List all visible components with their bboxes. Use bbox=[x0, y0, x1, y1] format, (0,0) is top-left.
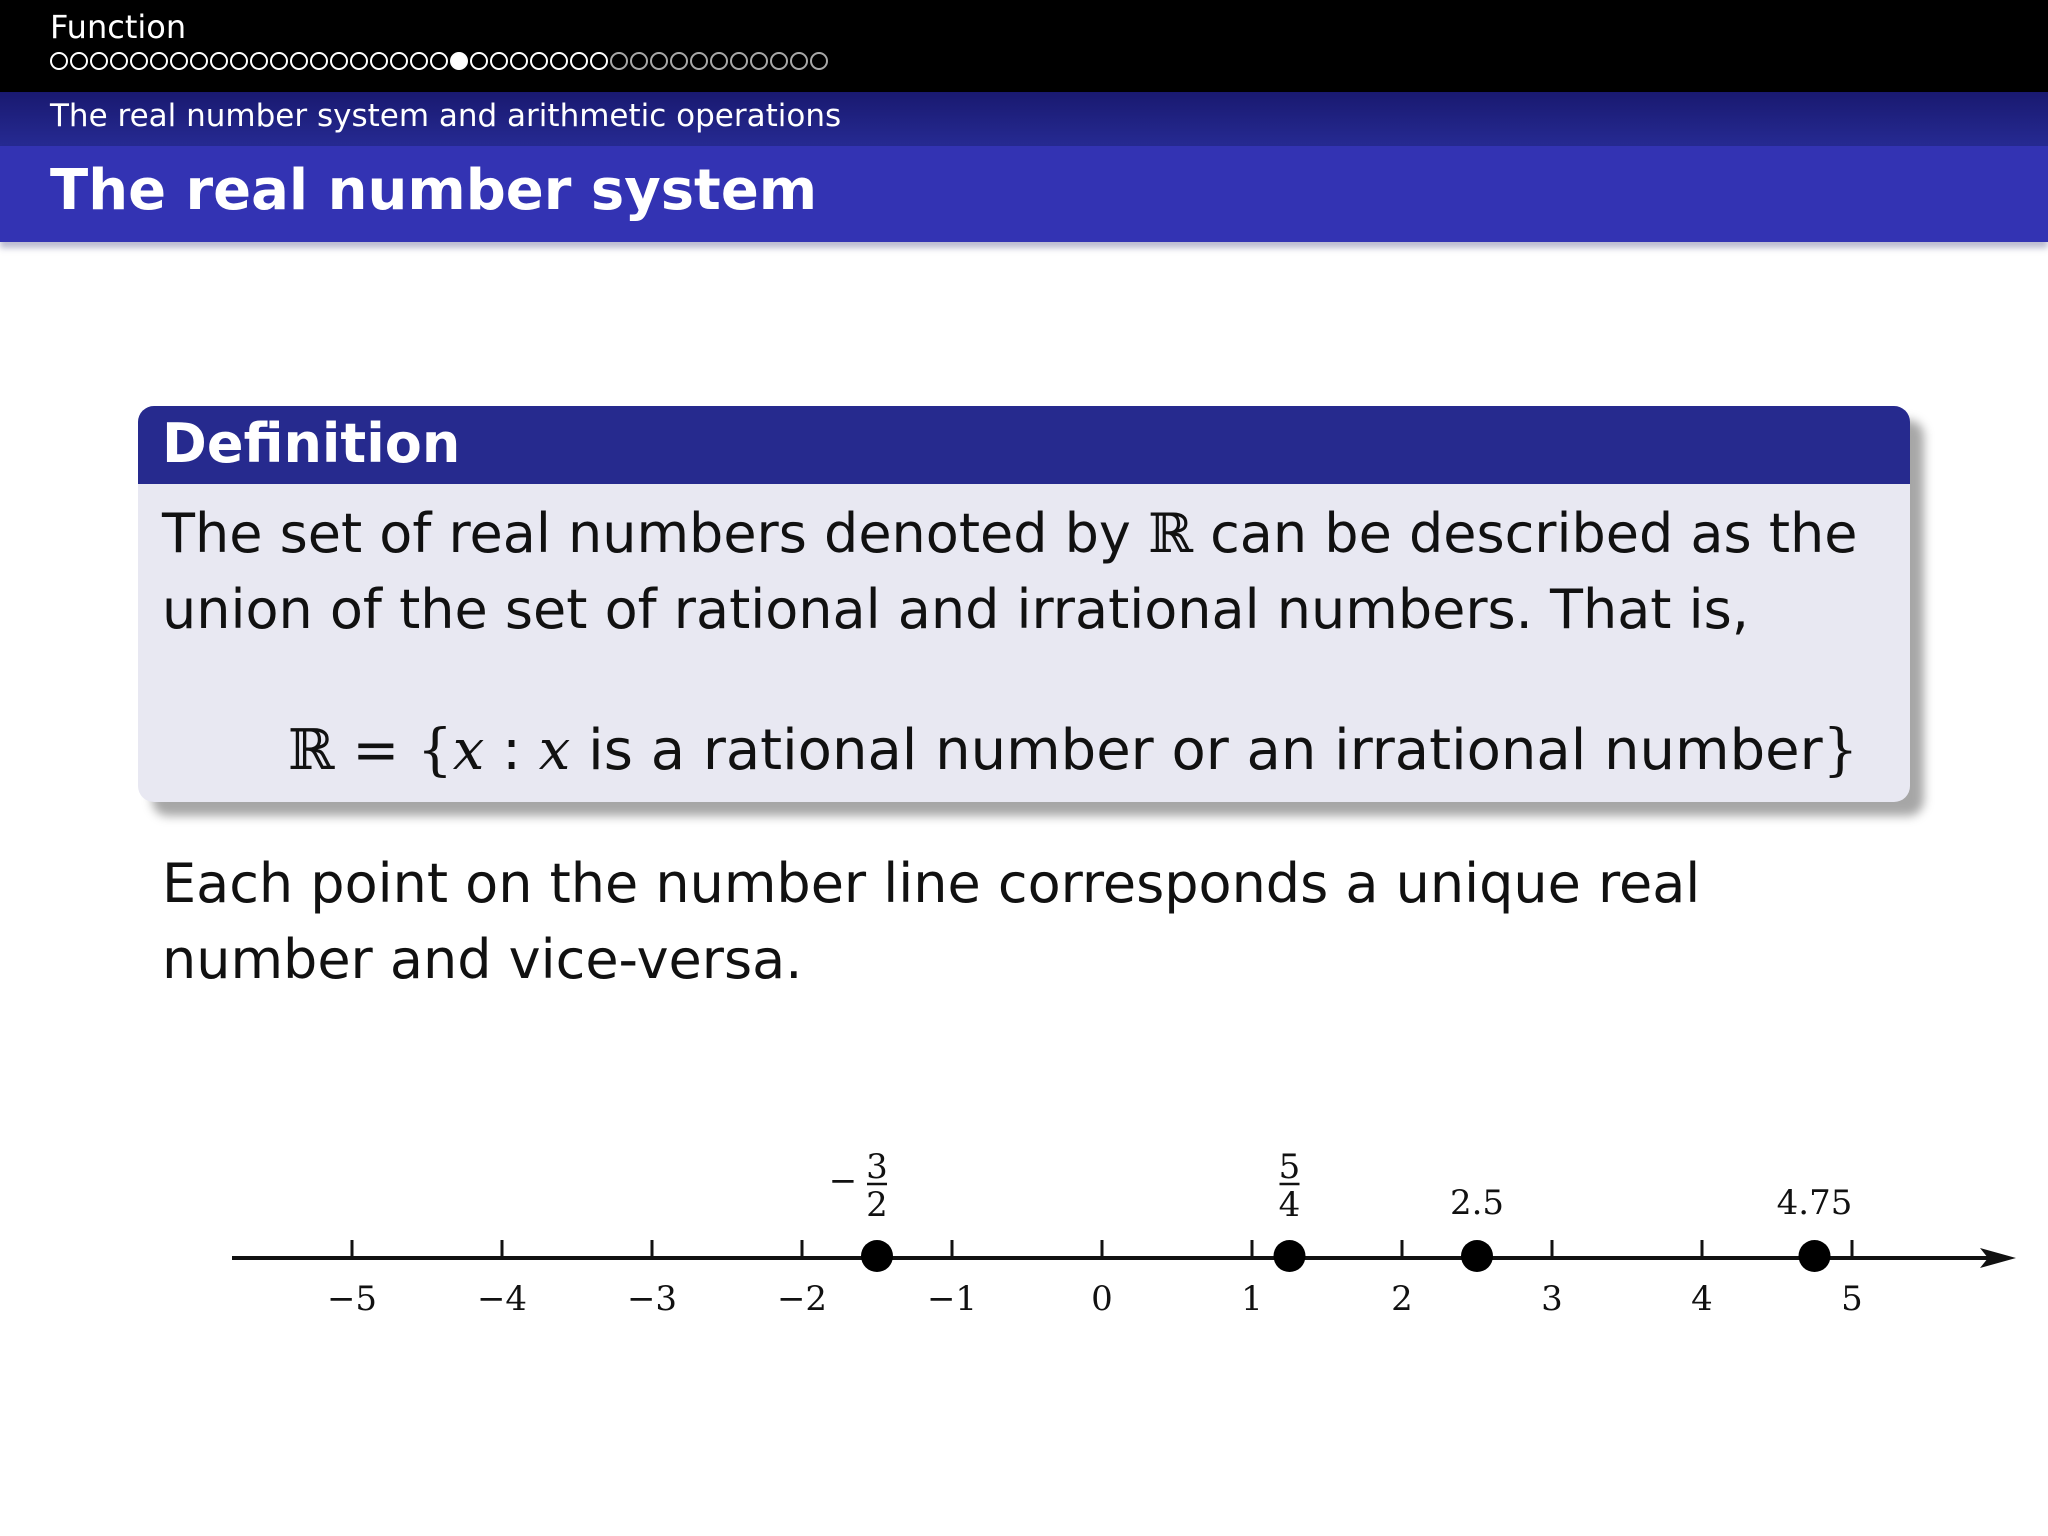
definition-text-start: The set of real numbers denoted by bbox=[162, 502, 1131, 565]
definition-block bbox=[138, 406, 1910, 802]
nav-dot[interactable] bbox=[410, 52, 428, 70]
number-line-description: Each point on the number line corresponds a unique real number and vice-versa. bbox=[162, 852, 1701, 991]
nav-dot[interactable] bbox=[670, 52, 688, 70]
nav-dot[interactable] bbox=[570, 52, 588, 70]
definition-text bbox=[162, 496, 1892, 648]
nav-dot[interactable] bbox=[470, 52, 488, 70]
frame-title-bar bbox=[0, 146, 2048, 242]
number-line-tick-label: −3 bbox=[626, 1279, 678, 1319]
nav-dot[interactable] bbox=[510, 52, 528, 70]
number-line-tick-label: −4 bbox=[476, 1279, 528, 1319]
nav-dot[interactable] bbox=[210, 52, 228, 70]
definition-title: Definition bbox=[162, 412, 461, 475]
number-line-tick-label: 4 bbox=[1691, 1279, 1713, 1319]
nav-dot[interactable] bbox=[390, 52, 408, 70]
top-navigation-bar bbox=[0, 0, 2048, 92]
number-line-tick-label: −5 bbox=[326, 1279, 378, 1319]
nav-dot[interactable] bbox=[550, 52, 568, 70]
nav-dot[interactable] bbox=[230, 52, 248, 70]
nav-dot[interactable] bbox=[750, 52, 768, 70]
nav-dot[interactable] bbox=[650, 52, 668, 70]
slide-navigation-dots bbox=[50, 52, 828, 70]
fraction-sign: − bbox=[828, 1161, 858, 1201]
nav-dot[interactable] bbox=[130, 52, 148, 70]
nav-dot[interactable] bbox=[170, 52, 188, 70]
formula-lhs: ℝ bbox=[288, 718, 335, 783]
nav-dot[interactable] bbox=[150, 52, 168, 70]
frame-title: The real number system bbox=[50, 158, 818, 223]
number-line-point bbox=[861, 1240, 893, 1272]
nav-dot[interactable] bbox=[630, 52, 648, 70]
number-line-tick-label: 1 bbox=[1241, 1279, 1263, 1319]
number-line-tick-label: 2 bbox=[1391, 1279, 1413, 1319]
formula-equals: = bbox=[334, 718, 418, 783]
formula-var-x: x bbox=[452, 718, 485, 783]
subsection-title[interactable]: The real number system and arithmetic operations bbox=[50, 98, 842, 134]
nav-dot[interactable] bbox=[530, 52, 548, 70]
number-line-point bbox=[1274, 1240, 1306, 1272]
real-numbers-symbol: ℝ bbox=[1148, 502, 1193, 565]
nav-dot[interactable] bbox=[50, 52, 68, 70]
nav-dot[interactable] bbox=[790, 52, 808, 70]
number-line-point-label: 4.75 bbox=[1776, 1183, 1853, 1223]
fraction-denominator: 2 bbox=[866, 1185, 888, 1225]
nav-dot[interactable] bbox=[730, 52, 748, 70]
number-line-tick-label: 5 bbox=[1841, 1279, 1863, 1319]
nav-dot[interactable] bbox=[770, 52, 788, 70]
fraction-denominator: 4 bbox=[1278, 1185, 1301, 1225]
number-line-tick-label: −1 bbox=[926, 1279, 978, 1319]
nav-dot[interactable] bbox=[190, 52, 208, 70]
number-line-svg bbox=[0, 1120, 2048, 1340]
formula-condition: is a rational number or an irrational number bbox=[570, 718, 1823, 783]
nav-dot[interactable] bbox=[290, 52, 308, 70]
nav-dot[interactable] bbox=[310, 52, 328, 70]
nav-dot[interactable] bbox=[610, 52, 628, 70]
number-line-figure bbox=[0, 1120, 2048, 1340]
formula-var-x-2: x bbox=[538, 718, 571, 783]
nav-dot[interactable] bbox=[90, 52, 108, 70]
real-numbers-formula bbox=[288, 718, 1858, 783]
formula-open-brace: { bbox=[417, 718, 453, 783]
nav-dot[interactable] bbox=[350, 52, 368, 70]
fraction-numerator: 3 bbox=[866, 1147, 888, 1187]
nav-dot-current[interactable] bbox=[450, 52, 468, 70]
number-line-tick-label: −2 bbox=[776, 1279, 828, 1319]
fraction-numerator: 5 bbox=[1278, 1147, 1301, 1187]
number-line-point bbox=[1799, 1240, 1831, 1272]
nav-dot[interactable] bbox=[250, 52, 268, 70]
nav-dot[interactable] bbox=[70, 52, 88, 70]
nav-dot[interactable] bbox=[690, 52, 708, 70]
definition-block-header bbox=[138, 406, 1910, 484]
subsection-bar bbox=[0, 92, 2048, 146]
number-line-tick-label: 0 bbox=[1091, 1279, 1113, 1319]
nav-dot[interactable] bbox=[330, 52, 348, 70]
nav-dot[interactable] bbox=[710, 52, 728, 70]
nav-dot[interactable] bbox=[270, 52, 288, 70]
formula-close-brace: } bbox=[1822, 718, 1859, 783]
number-line-tick-label: 3 bbox=[1541, 1279, 1563, 1319]
nav-dot[interactable] bbox=[370, 52, 388, 70]
number-line-point bbox=[1461, 1240, 1493, 1272]
formula-colon: : bbox=[484, 718, 539, 783]
nav-dot[interactable] bbox=[810, 52, 828, 70]
definition-text-end: can be described as the union of the set of rational and irrational numbers. That is, bbox=[162, 502, 1858, 641]
nav-dot[interactable] bbox=[490, 52, 508, 70]
section-title[interactable]: Function bbox=[50, 8, 187, 46]
nav-dot[interactable] bbox=[430, 52, 448, 70]
nav-dot[interactable] bbox=[590, 52, 608, 70]
number-line-point-label: 2.5 bbox=[1449, 1183, 1505, 1223]
nav-dot[interactable] bbox=[110, 52, 128, 70]
